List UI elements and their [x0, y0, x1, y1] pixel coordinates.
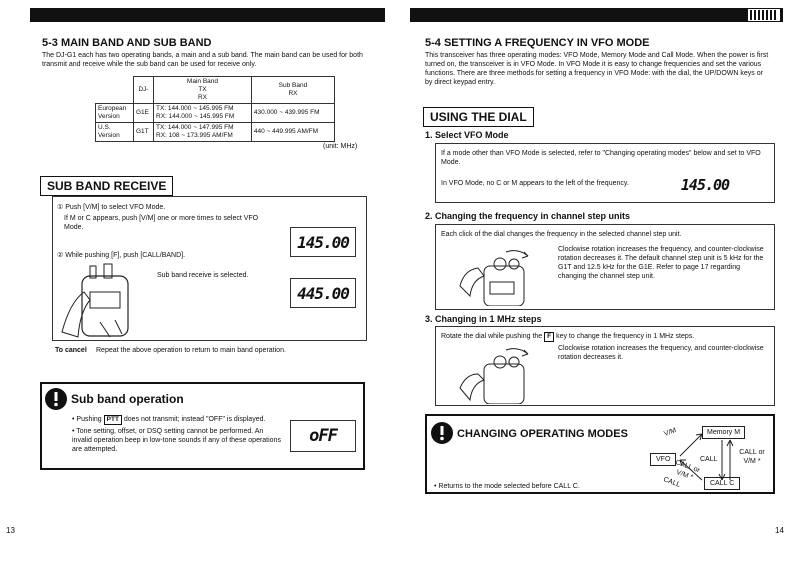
table-cell-rx: RX: 144.000 ~ 145.995 FM — [156, 113, 235, 120]
table-cell-region: European Version — [96, 104, 134, 123]
col-dj: DJ- — [134, 77, 154, 104]
page-number-right: 14 — [775, 526, 784, 535]
sub3-text — [441, 332, 771, 342]
table-cell-main — [154, 123, 252, 142]
cancel-label: To cancel — [55, 347, 87, 354]
note-line-2: • Tone setting, offset, or DSQ setting cannot be performed. An invalid operation beep in low-tone sounds if any of these operations are attempted. — [72, 428, 281, 453]
step-1: ① Push [V/M] to select VFO Mode. — [57, 204, 166, 211]
page-number-left: 13 — [6, 526, 15, 535]
lcd-display-off: oFF — [290, 420, 356, 452]
left-section-title: 5-3 MAIN BAND AND SUB BAND — [42, 37, 212, 49]
dial-illustration-2 — [456, 344, 546, 404]
dial-illustration-1 — [456, 246, 546, 306]
table-cell-tx: TX: 144.000 ~ 145.995 FM — [156, 105, 234, 112]
sub2-text: Each click of the dial changes the frequency in the selected channel step unit. — [441, 231, 682, 238]
col-main-label: Main Band — [186, 78, 218, 85]
diagram-call-c: CALL C — [704, 477, 740, 490]
modes-title: CHANGING OPERATING MODES — [457, 428, 628, 440]
sub3-pre: Rotate the dial while pushing the — [441, 333, 543, 340]
sub-band-receive-title: SUB BAND RECEIVE — [40, 176, 173, 196]
subsection-2: 2. Changing the frequency in channel step units — [425, 211, 631, 221]
subsection-3: 3. Changing in 1 MHz steps — [425, 314, 542, 324]
diagram-call-3: CALL or V/M * — [674, 459, 701, 482]
diagram-call-4: CALL — [662, 476, 682, 489]
sub3-post: key to change the frequency in 1 MHz steps. — [556, 333, 695, 340]
col-sub-label: Sub Band — [278, 82, 308, 89]
radio-hand-illustration — [60, 262, 150, 342]
cancel-text: Repeat the above operation to return to main band operation. — [96, 347, 286, 354]
header-tab-marks — [748, 9, 780, 21]
sub1-text-1: If a mode other than VFO Mode is selected, refer to "Changing operating modes" below and set to VFO Mode. — [441, 150, 761, 166]
sub1-text-2: In VFO Mode, no C or M appears to the left of the frequency. — [441, 180, 629, 187]
right-header-bar — [410, 8, 783, 22]
table-cell-rx: RX: 108 ~ 173.995 AM/FM — [156, 132, 233, 139]
sub3-detail: Clockwise rotation increases the frequency, and counter-clockwise rotation decreases it. — [558, 345, 764, 361]
step-1b: If M or C appears, push [V/M] one or more times to select VFO Mode. — [64, 215, 259, 231]
table-cell-model: G1E — [134, 104, 154, 123]
exclamation-icon — [430, 421, 454, 445]
sub2-detail: Clockwise rotation increases the frequency, and counter-clockwise rotation decreases it. The default channel step unit is 5 kHz for the G1T and 12.5 kHz for the G1E. Refer to page 17 regarding changing the channel step unit. — [558, 246, 764, 280]
left-header-bar — [30, 8, 385, 22]
table-cell-sub: 430.000 ~ 439.995 FM — [251, 104, 334, 123]
table-row — [96, 104, 335, 123]
table-cell-tx: TX: 144.000 ~ 147.995 FM — [156, 124, 234, 131]
band-table — [95, 76, 335, 142]
diagram-vfo: VFO — [650, 453, 676, 466]
note-line-1 — [72, 415, 282, 425]
right-section-title: 5-4 SETTING A FREQUENCY IN VFO MODE — [425, 37, 650, 49]
subsection-1: 1. Select VFO Mode — [425, 130, 509, 140]
table-cell-main — [154, 104, 252, 123]
note1-pre: • Pushing — [72, 416, 102, 423]
table-unit: (unit: MHz) — [323, 143, 358, 150]
f-key: F — [544, 332, 554, 342]
step-2: ② While pushing [F], push [CALL/BAND]. — [57, 252, 186, 259]
table-cell-model: G1T — [134, 123, 154, 142]
right-intro: This transceiver has three operating modes: VFO Mode, Memory Mode and Call Mode. When the power is first turned on, the transceiver is in VFO Mode. In VFO Mode it is easy to change frequencies and set the various functions. There are three methods for setting a frequency in VFO Mode: with the dial, the UP/DOWN keys or by direct keypad entry. — [425, 52, 769, 86]
lcd-display-main: 145.00 — [290, 227, 356, 257]
col-sub — [251, 77, 334, 104]
using-dial-title: USING THE DIAL — [423, 107, 534, 127]
exclamation-icon — [44, 387, 68, 411]
col-main-tx: TX — [198, 86, 207, 93]
left-intro: The DJ-G1 each has two operating bands, a main and a sub band. The main band can be used for both transmit and receive while the sub band can be used for receive only. — [42, 52, 363, 68]
col-sub-rx: RX — [288, 90, 298, 97]
lcd-display-sub: 445.00 — [290, 278, 356, 308]
table-cell-sub: 440 ~ 449.995 AM/FM — [251, 123, 334, 142]
table-row — [96, 123, 335, 142]
modes-note: • Returns to the mode selected before CALL C. — [434, 483, 580, 490]
diagram-call-1: CALL — [700, 456, 718, 463]
lcd-display-vfo: 145.00 — [672, 171, 738, 199]
note-title: Sub band operation — [71, 392, 184, 406]
note1-post: does not transmit; instead "OFF" is displayed. — [123, 416, 266, 423]
diagram-call-2: CALL or V/M * — [739, 449, 765, 465]
ptt-key: PTT — [104, 415, 122, 425]
diagram-vm: V/M — [663, 427, 678, 438]
table-cell-region: U.S. Version — [96, 123, 134, 142]
col-main — [154, 77, 252, 104]
step-2-result: Sub band receive is selected. — [157, 272, 249, 279]
col-main-rx: RX — [197, 94, 207, 101]
diagram-memory: Memory M — [702, 426, 745, 439]
